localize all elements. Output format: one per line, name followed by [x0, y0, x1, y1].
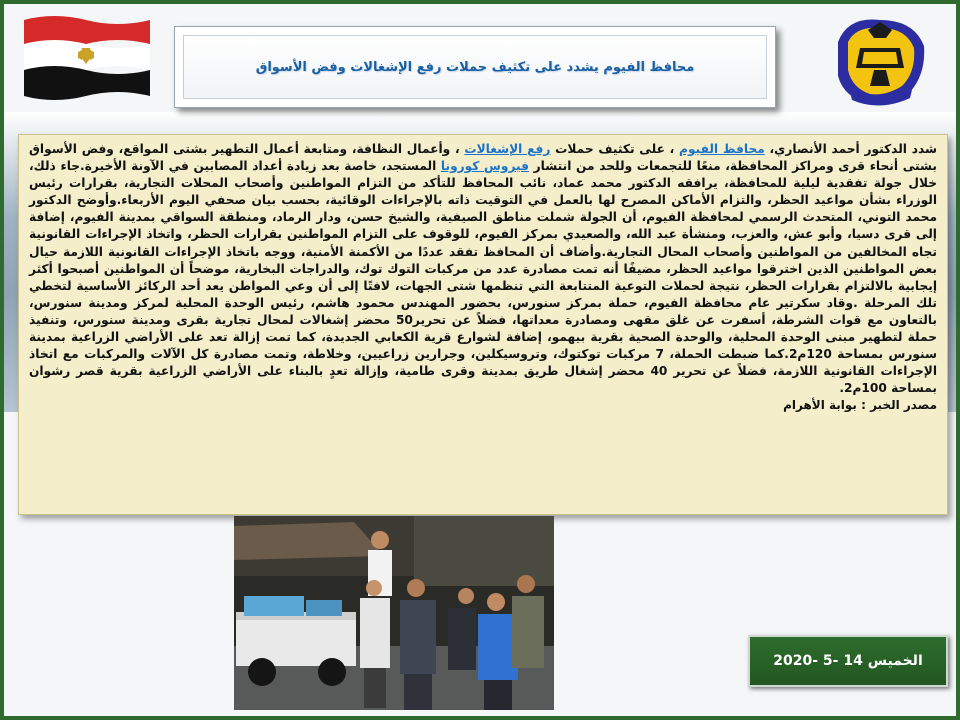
egypt-flag-icon: [20, 14, 154, 100]
article-body-text: المستجد، خاصة بعد زيادة أعداد المصابين في الآونة الأخيرة.جاء ذلك، خلال جولة تفقدية ليلية للمحافظة، يرافقه الدكتور محمد عماد، نائب المحافظ للتأكد من التزام المواطنين وأصحاب المحلات التجارية، بقرارات رئيس الوزراء بشأن مواعيد الحظر، والتزام الأماكن المصرح لها بالعمل في التوقيت ذاته بالإجراءات الوقائية، بحسب بيان صحفي اليوم الأربعاء.وأوضح الدكتور محمد التوني، المتحدث الرسمي لمحافظة الفيوم، أن الجولة شملت مناطق الصيفية، والشيخ حسن، ودار الرماد، ومنطقة السواقي بمدينة الفيوم، إضافة إلى قرى دسيا، وأبو عش، والعزب، ومنشأة عبد الله، والصعيدي بمركز الفيوم، للوقوف على التزام المواطنين بقرارات الحظر، واتخاذ الإجراءات القانونية تجاه المخالفين من المواطنين وأصحاب المحال التجارية.وأضاف أن المحافظ تفقد عددًا من الأكمنة الأمنية، ووجه باتخاذ الإجراءات القانونية اللازمة حيال بعض المواطنين الذين اخترقوا مواعيد الحظر، مضيفًا أنه تمت مصادرة عدد من مركبات التوك توك، والدراجات البخارية، موضحاً أن المواطنين أصبحوا أكثر إيجابية بالالتزام بقرارات الحظر، نتيجة لحملات التوعية المتتابعة التي تنظمها شتى الجهات، لافتًا إلى أن وعي المواطن يعد أحد الركائز الأساسية لتخطي تلك المرحلة .وقاد سكرتير عام محافظة الفيوم، حملة بمركز سنورس، بحضور المهندس محمود هاشم، رئيس الوحدة المحلية لمركز ومدينة سنورس، بالتعاون مع قوات الشرطة، أسفرت عن غلق مقهى ومصادرة معداتها، فضلاً عن تحرير50 محضر إشغالات لمحال تجارية بقرى ومدينة سنورس، وتنفيذ حملة لتطهير مبنى الوحدة المحلية، والوحدة الصحية بقرية بيهمو، إضافة لشوارع قرية الكعابي الجديدة، كما تمت إزالة تعد على الأراضي الزراعية بمدينة سنورس بمساحة 120م2.كما ضبطت الحملة، 7 مركبات توكتوك، وتروسيكلين، وجرارين زراعيين، وخلاطة، وتمت مصادرة كل الآلات والمركبات مع اتخاذ الإجراءات القانونية اللازمة، فضلاً عن تحرير 40 محضر إشغال طريق بمدينة وقرى طامية، وإزالة تعدٍ بالبناء على الأراضي الزراعية بقرية قصر رشوان بمساحة 100م2.: [29, 159, 937, 396]
fayoum-governorate-logo: [830, 12, 930, 108]
date-badge: [748, 635, 948, 687]
date-text: الخميس 14 -5 -2020: [773, 653, 923, 669]
article-intro-3: ، وأعمال النظافة، ومتابعة أعمال التطهير بشتى المواقع، وفض الأسواق بشتى أنحاء قرى ومراكز المحافظة، منعًا للتجمعات وللحد من انتشار: [29, 142, 937, 174]
article-panel: [18, 134, 948, 515]
article-intro-2: ، على تكثيف حملات: [550, 142, 680, 156]
article-intro-1: شدد الدكتور أحمد الأنصاري،: [764, 142, 937, 156]
article-source: مصدر الخبر : بوابة الأهرام: [783, 398, 937, 413]
link-fayoum-governor[interactable]: محافظ الفيوم: [679, 142, 765, 156]
campaign-photo: [234, 516, 554, 710]
headline-title: محافظ الفيوم يشدد على تكثيف حملات رفع الإشغالات وفض الأسواق: [255, 59, 695, 75]
headline-box: [174, 26, 776, 108]
article-body: [29, 141, 937, 397]
link-corona-virus[interactable]: فيروس كورونا: [440, 159, 529, 174]
link-remove-occupancies[interactable]: رفع الإشغالات: [464, 142, 551, 156]
